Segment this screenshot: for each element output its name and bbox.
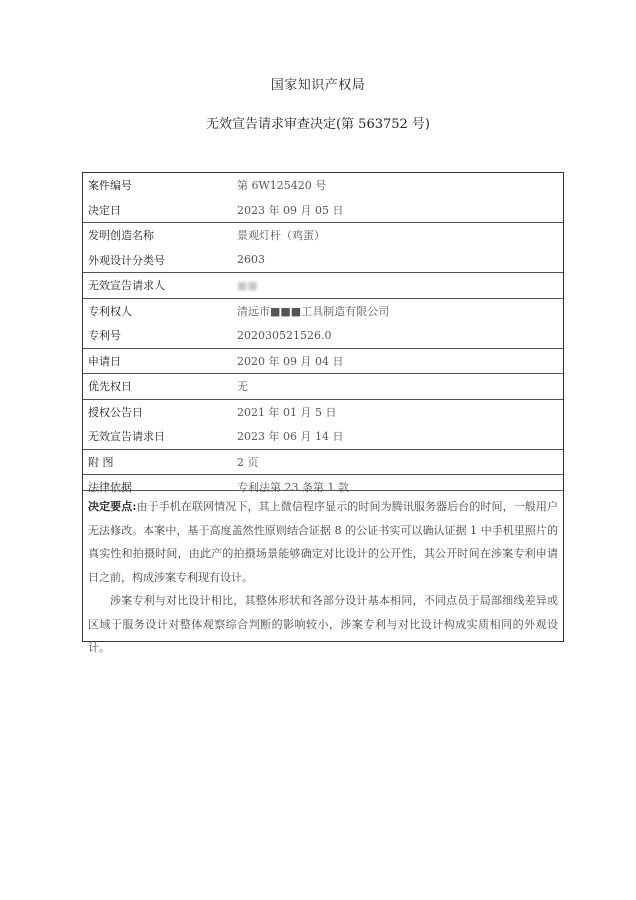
table-row: [82, 298, 564, 323]
row-value: 202030521526.0: [237, 328, 332, 342]
table-row: [82, 323, 564, 348]
row-value: 2023 年 09 月 05 日: [237, 203, 344, 217]
table-row: [82, 424, 564, 449]
table-row: [82, 374, 564, 400]
row-key: 优先权日: [82, 374, 231, 400]
table-row: [82, 198, 564, 223]
row-key: 外观设计分类号: [88, 253, 165, 267]
row-key: 申请日: [82, 348, 231, 374]
document-title: 无效宣告请求审查决定(第 563752 号): [205, 117, 431, 132]
row-key: 专利权人: [82, 298, 231, 323]
row-key: 专利号: [88, 329, 121, 343]
row-key: 授权公告日: [82, 399, 231, 424]
row-value: 2020 年 09 月 04 日: [231, 348, 564, 374]
table-row: [82, 399, 564, 424]
row-value: 无: [231, 374, 564, 400]
row-value: 景观灯杆（鸡蛋）: [231, 223, 564, 248]
table-row: [82, 173, 564, 198]
row-value: 清远市■■■工具制造有限公司: [231, 298, 564, 323]
table-row: [82, 248, 564, 273]
table-row: [82, 348, 564, 374]
row-value: 专利法第 23 条第 1 款: [231, 475, 564, 500]
redacted-value: ■■: [237, 278, 258, 292]
row-key: 无效宣告请求人: [82, 273, 231, 299]
row-value: 第 6W125420 号: [231, 173, 564, 198]
table-row: [82, 273, 564, 299]
row-key: 法律依据: [82, 475, 231, 500]
table-row: [82, 223, 564, 248]
row-key: 无效宣告请求日: [88, 430, 165, 444]
decision-paragraph-1: [88, 495, 558, 589]
row-value: 2021 年 01 月 5 日: [231, 399, 564, 424]
row-key: 决定日: [88, 203, 121, 217]
row-value: 2603: [237, 253, 265, 267]
decision-text-1: 由于手机在联网情况下，其上微信程序显示的时间为腾讯服务器后台的时间，一般用户无法修改。本案中，基于高度盖然性原则结合证据 8 的公证书实可以确认证据 1 中手机里照片的真实性和拍摄时间，由此产的拍摄场景能够确定对比设计的公开性，其公开时间在涉案专利申请日之前，构成涉案专利现有设计。: [88, 500, 558, 584]
row-key: 发明创造名称: [82, 223, 231, 248]
row-value: 2 页: [231, 449, 564, 475]
row-key: 案件编号: [82, 173, 231, 198]
office-name: 国家知识产权局: [270, 78, 366, 93]
decision-points-label: 决定要点:: [88, 500, 137, 513]
row-value: 2023 年 06 月 14 日: [237, 430, 344, 444]
decision-paragraph-2: 涉案专利与对比设计相比，其整体形状和各部分设计基本相同，不同点员于局部细线差异或区域于服务设计对整体观察综合判断的影响较小，涉案专利与对比设计构成实质相同的外观设计。: [88, 594, 558, 654]
case-info-table: [82, 172, 564, 500]
decision-points: [82, 490, 564, 660]
row-key: 附 图: [82, 449, 231, 475]
table-row: [82, 449, 564, 475]
